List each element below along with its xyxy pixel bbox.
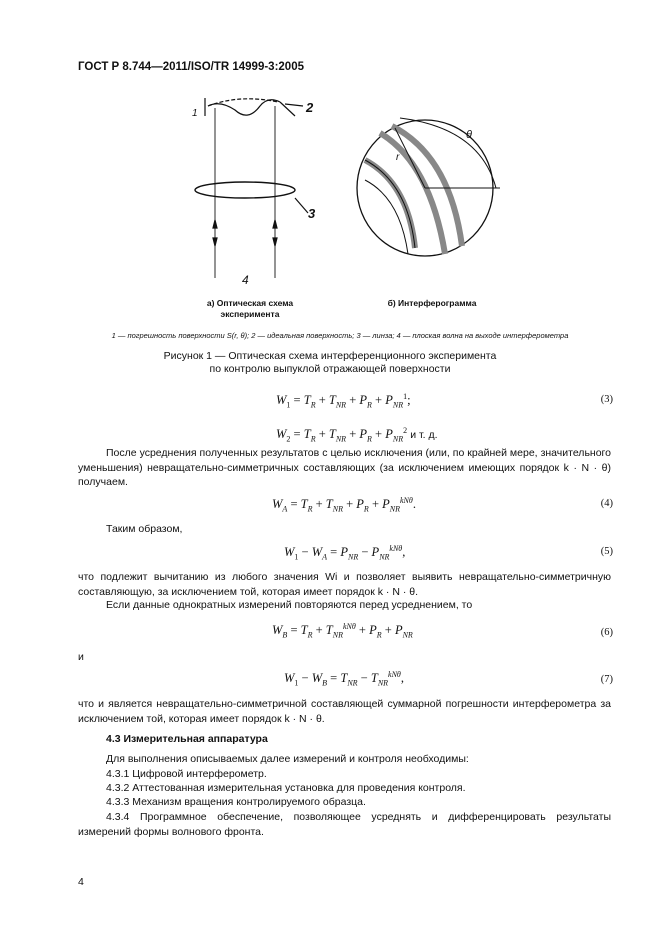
label-3: 3	[308, 206, 316, 221]
label-4: 4	[242, 273, 249, 287]
paragraph-3: что подлежит вычитанию из любого значения Wi и позволяет выявить невращательно-симметричную составляющую, за исключением той, которая имеет порядок k · N · θ.	[78, 571, 611, 598]
paragraph-2: Таким образом,	[106, 523, 183, 535]
list-item-1: 4.3.1 Цифровой интерферометр.	[106, 768, 267, 780]
equation-3b: $W_2 = T_R + T_{NR} + P_R + P_{NR}^2$ и т. д.	[276, 426, 438, 444]
figure-title-line2: по контролю выпуклой отражающей поверхности	[209, 363, 451, 375]
equation-number-7: (7)	[600, 674, 613, 685]
figure-title-line1: Рисунок 1 — Оптическая схема интерференционного эксперимента	[163, 350, 497, 362]
document-header: ГОСТ Р 8.744—2011/ISO/TR 14999-3:2005	[78, 61, 304, 73]
equation-4: $W_A = T_R + T_{NR} + P_R + P_{NR}^{kN\theta}$.	[272, 496, 416, 514]
equation-number-3: (3)	[600, 394, 613, 405]
list-item-2: 4.3.2 Аттестованная измерительная установка для проведения контроля.	[106, 782, 466, 794]
equation-7: $W_1 - W_B = T_{NR} - T_{NR}^{kN\theta}$,	[284, 670, 404, 688]
paragraph-6: что и является невращательно-симметричной составляющей суммарной погрешности интерферометра за исключением той, которая имеет порядок k · N · θ.	[78, 698, 611, 725]
equation-number-4: (4)	[600, 498, 613, 509]
paragraph-4: Если данные однократных измерений повторяются перед усреднением, то	[106, 599, 473, 611]
figure-legend: 1 — погрешность поверхности S(r, θ); 2 — идеальная поверхность; 3 — линза; 4 — плоская волна на выходе интерферометра	[111, 331, 569, 340]
paragraph-1: После усреднения полученных результатов с целью исключения (или, по крайней мере, значительного уменьшения) невращательно-симметричных составляющих (за исключением имеющих порядок k · N · θ) получаем.	[78, 447, 611, 488]
caption-b: б) Интерферограмма	[387, 298, 477, 308]
page-number: 4	[78, 876, 84, 888]
list-item-4: 4.3.4 Программное обеспечение, позволяющее усреднять и дифференцировать результаты измерений формы волнового фронта.	[78, 811, 611, 838]
caption-a: а) Оптическая схема эксперимента	[206, 298, 294, 319]
equation-number-5: (5)	[600, 546, 613, 557]
equation-6: $W_B = T_R + T_{NR}^{kN\theta} + P_R + P_{NR}$	[272, 622, 413, 640]
equation-3a: $W_1 = T_R + T_{NR} + P_R + P_{NR}^1$;	[276, 392, 411, 410]
section-heading: 4.3 Измерительная аппаратура	[106, 733, 268, 745]
equation-5: $W_1 - W_A = P_{NR} - P_{NR}^{kN\theta}$,	[284, 544, 406, 562]
optical-scheme	[195, 98, 308, 278]
interferogram	[357, 118, 500, 256]
paragraph-5: и	[78, 651, 84, 663]
label-1: 1	[192, 108, 198, 119]
equation-number-6: (6)	[600, 627, 613, 638]
paragraph-7: Для выполнения описываемых далее измерений и контроля необходимы:	[106, 753, 469, 765]
label-r: r	[396, 152, 400, 163]
list-item-3: 4.3.3 Механизм вращения контролируемого образца.	[106, 796, 366, 808]
figure-title	[120, 350, 540, 376]
label-2: 2	[306, 100, 314, 115]
etc-text: и т. д.	[410, 429, 438, 442]
label-theta: θ	[466, 129, 472, 141]
